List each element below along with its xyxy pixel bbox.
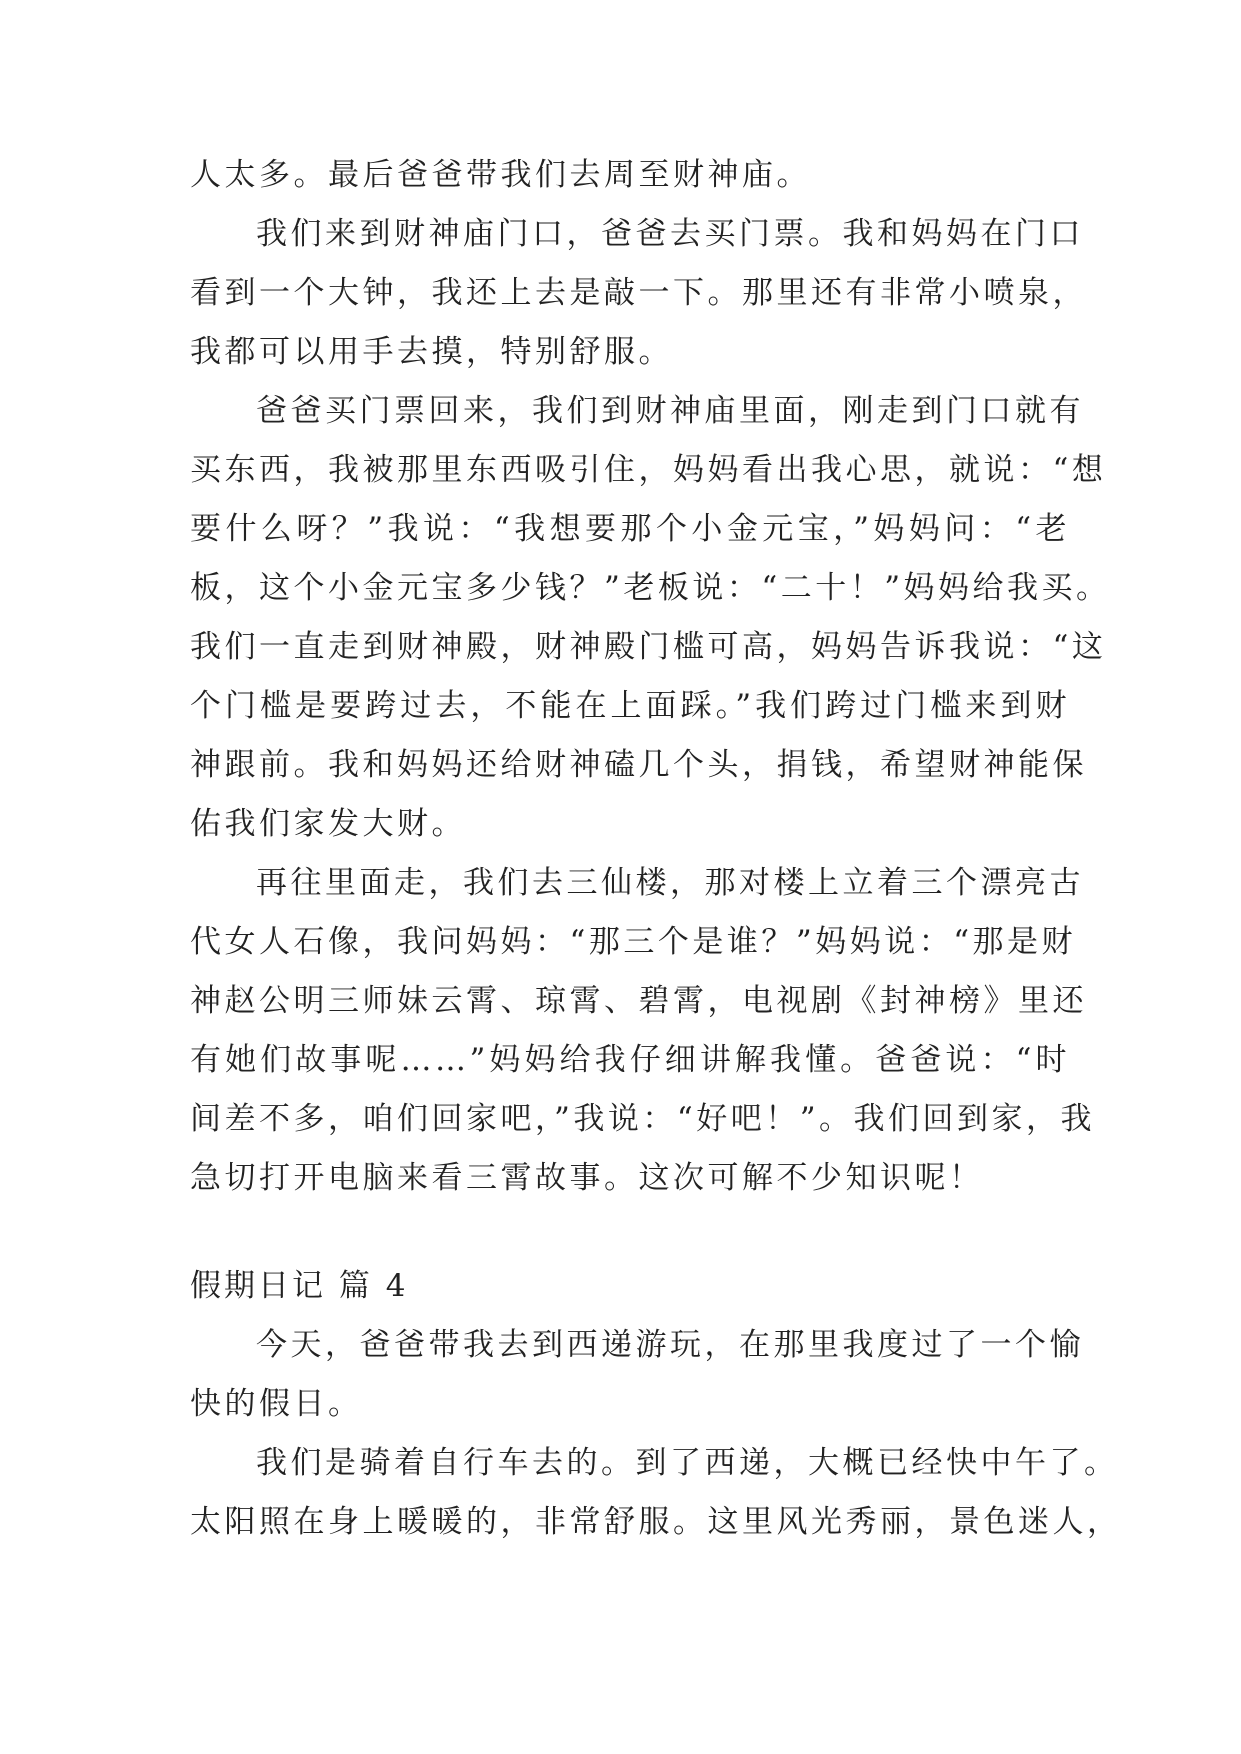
text-line: 爸爸买门票回来，我们到财神庙里面，刚走到门口就有 bbox=[256, 393, 1084, 429]
text-line: 我们来到财神庙门口，爸爸去买门票。我和妈妈在门口 bbox=[256, 216, 1084, 252]
text-line: 急切打开电脑来看三霄故事。这次可解不少知识呢！ bbox=[190, 1160, 984, 1196]
text-line: 太阳照在身上暖暖的，非常舒服。这里风光秀丽，景色迷人， bbox=[190, 1504, 1122, 1540]
text-line: 买东西，我被那里东西吸引住，妈妈看出我心思，就说：“想 bbox=[190, 452, 1107, 488]
text-line: 个门槛是要跨过去，不能在上面踩。”我们跨过门槛来到财 bbox=[190, 688, 1070, 724]
text-line: 间差不多，咱们回家吧，”我说：“好吧！”。我们回到家，我 bbox=[190, 1101, 1096, 1137]
text-line: 我们是骑着自行车去的。到了西递，大概已经快中午了。 bbox=[256, 1445, 1119, 1481]
text-line: 神跟前。我和妈妈还给财神磕几个头，捐钱，希望财神能保 bbox=[190, 747, 1087, 783]
text-line: 有她们故事呢……”妈妈给我仔细讲解我懂。爸爸说：“时 bbox=[190, 1042, 1070, 1078]
text-line: 要什么呀？”我说：“我想要那个小金元宝，”妈妈问：“老 bbox=[190, 511, 1070, 547]
text-line: 神赵公明三师妹云霄、琼霄、碧霄，电视剧《封神榜》里还 bbox=[190, 983, 1087, 1019]
text-line: 再往里面走，我们去三仙楼，那对楼上立着三个漂亮古 bbox=[256, 865, 1084, 901]
text-line: 代女人石像，我问妈妈：“那三个是谁？”妈妈说：“那是财 bbox=[190, 924, 1077, 960]
text-line: 我都可以用手去摸，特别舒服。 bbox=[190, 334, 673, 370]
text-line: 我们一直走到财神殿，财神殿门槛可高，妈妈告诉我说：“这 bbox=[190, 629, 1107, 665]
text-line: 佑我们家发大财。 bbox=[190, 806, 466, 842]
text-line: 今天，爸爸带我去到西递游玩，在那里我度过了一个愉 bbox=[256, 1327, 1084, 1363]
text-line: 板，这个小金元宝多少钱？”老板说：“二十！”妈妈给我买。 bbox=[190, 570, 1111, 606]
section-title: 假期日记 篇 4 bbox=[190, 1268, 409, 1304]
text-line: 看到一个大钟，我还上去是敲一下。那里还有非常小喷泉， bbox=[190, 275, 1087, 311]
text-line: 人太多。最后爸爸带我们去周至财神庙。 bbox=[190, 157, 811, 193]
text-line: 快的假日。 bbox=[190, 1386, 363, 1422]
